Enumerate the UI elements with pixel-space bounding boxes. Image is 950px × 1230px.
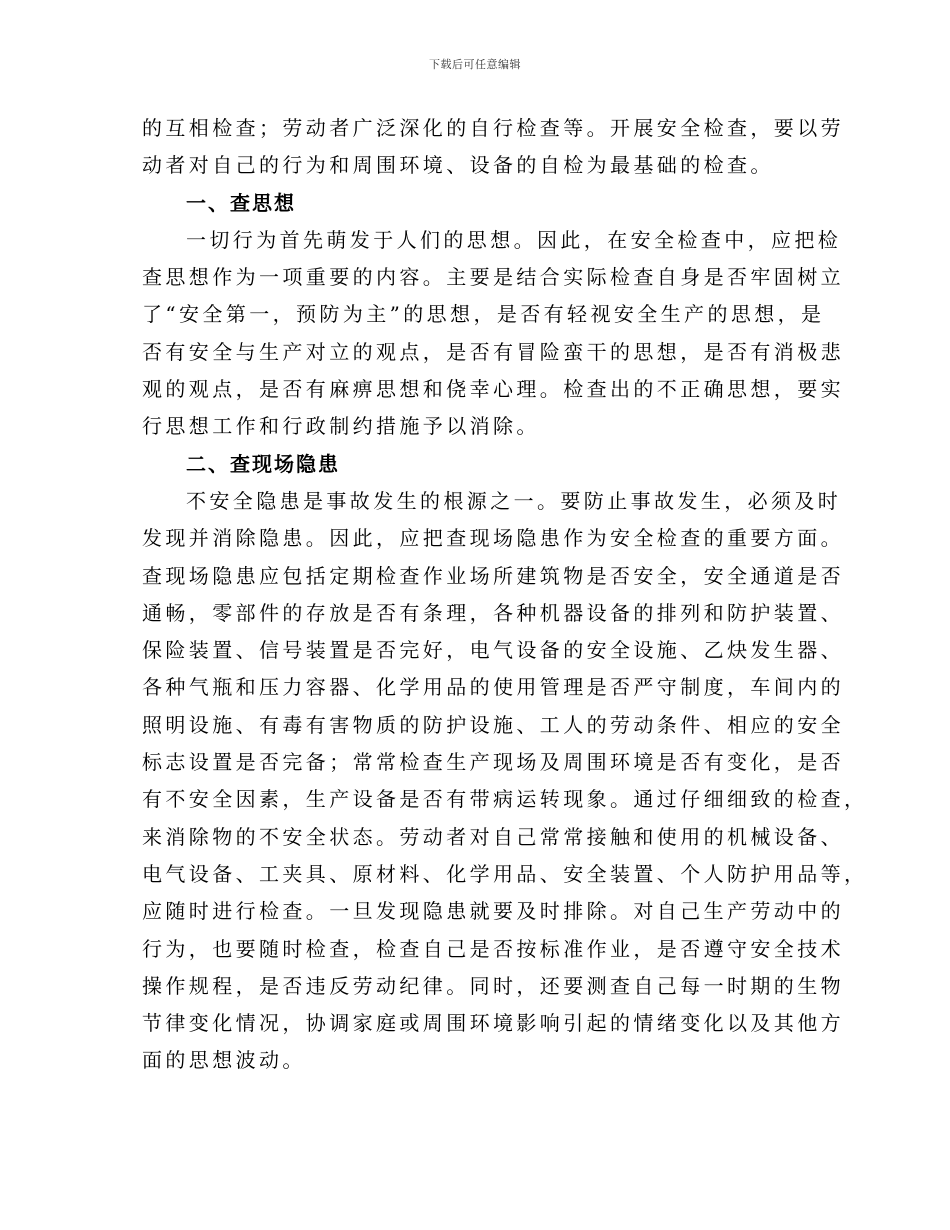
paragraph-line: 了“安全第一，预防为主”的思想，是否有轻视安全生产的思想，是 [142,302,825,327]
paragraph-line: 各种气瓶和压力容器、化学用品的使用管理是否严守制度，车间内的 [142,675,844,700]
paragraph-line: 应随时进行检查。一旦发现隐患就要及时排除。对自己生产劳动中的 [142,899,844,924]
paragraph-line: 来消除物的不安全状态。劳动者对自己常常接触和使用的机械设备、 [142,824,844,849]
paragraph-line: 标志设置是否完备；常常检查生产现场及周围环境是否有变化，是否 [142,750,844,775]
paragraph-line: 一切行为首先萌发于人们的思想。因此，在安全检查中，应把检 [186,227,842,252]
paragraph-line: 照明设施、有毒有害物质的防护设施、工人的劳动条件、相应的安全 [142,712,844,737]
section-heading: 一、查思想 [186,190,296,215]
paragraph-line: 查思想作为一项重要的内容。主要是结合实际检查自身是否牢固树立 [142,265,844,290]
paragraph-line: 不安全隐患是事故发生的根源之一。要防止事故发生，必须及时 [186,488,842,513]
paragraph-line: 节律变化情况，协调家庭或周围环境影响引起的情绪变化以及其他方 [142,1011,844,1036]
paragraph-line: 电气设备、工夹具、原材料、化学用品、安全装置、个人防护用品等， [142,861,868,886]
paragraph-line: 有不安全因素，生产设备是否有带病运转现象。通过仔细细致的检查， [142,787,868,812]
paragraph-line: 否有安全与生产对立的观点，是否有冒险蛮干的思想，是否有消极悲 [142,339,844,364]
paragraph-line: 的互相检查；劳动者广泛深化的自行检查等。开展安全检查，要以劳 [142,116,844,140]
paragraph-line: 操作规程，是否违反劳动纪律。同时，还要测查自己每一时期的生物 [142,973,844,998]
paragraph-line: 行思想工作和行政制约措施予以消除。 [142,414,540,439]
paragraph-line: 行为，也要随时检查，检查自己是否按标准作业，是否遵守安全技术 [142,936,844,961]
document-body [142,110,868,1080]
paragraph-line: 保险装置、信号装置是否完好，电气设备的安全设施、乙炔发生器、 [142,638,844,663]
paragraph-line: 发现并消除隐患。因此，应把查现场隐患作为安全检查的重要方面。 [142,526,844,551]
paragraph-line: 观的观点，是否有麻痹思想和侥幸心理。检查出的不正确思想，要实 [142,377,844,402]
paragraph-line: 查现场隐患应包括定期检查作业场所建筑物是否安全，安全通道是否 [142,563,844,588]
page-header: 下载后可任意编辑 [429,58,521,71]
paragraph-line: 动者对自己的行为和周围环境、设备的自检为最基础的检查。 [142,153,774,178]
paragraph-line: 通畅，零部件的存放是否有条理，各种机器设备的排列和防护装置、 [142,600,844,625]
paragraph-line: 面的思想波动。 [142,1048,306,1073]
section-heading: 二、查现场隐患 [186,451,340,476]
